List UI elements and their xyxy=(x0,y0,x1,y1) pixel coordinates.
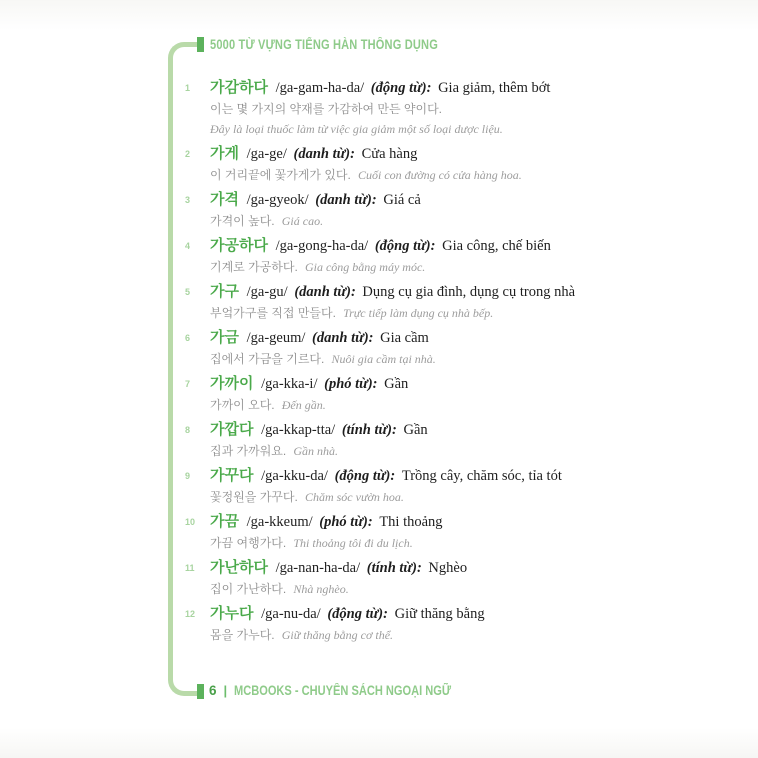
vocabulary-entry xyxy=(185,143,597,185)
entry-body xyxy=(210,557,597,599)
korean-headword: 가난하다 xyxy=(210,559,268,576)
korean-headword: 가공하다 xyxy=(210,237,268,254)
entry-body xyxy=(210,281,597,323)
footer-separator: | xyxy=(223,683,228,698)
romanization: /ga-gyeok/ xyxy=(246,192,309,208)
entry-example xyxy=(210,579,597,599)
entry-example xyxy=(210,625,597,645)
footer-accent-cap xyxy=(197,684,204,699)
part-of-speech: (tính từ): xyxy=(366,560,422,576)
entry-headline xyxy=(210,465,597,487)
entry-number: 11 xyxy=(185,563,195,573)
romanization: /ga-ge/ xyxy=(246,146,287,162)
vocabulary-entry xyxy=(185,189,597,231)
example-vietnamese: Trực tiếp làm dụng cụ nhà bếp. xyxy=(343,306,494,320)
example-korean: 집에서 가금을 기르다. xyxy=(210,352,325,366)
part-of-speech: (tính từ): xyxy=(341,422,397,438)
vocabulary-entry xyxy=(185,281,597,323)
vocabulary-entry xyxy=(185,327,597,369)
romanization: /ga-gu/ xyxy=(246,284,288,300)
entry-headline xyxy=(210,143,597,165)
example-korean: 기계로 가공하다. xyxy=(210,260,298,274)
entry-number: 6 xyxy=(185,333,191,343)
romanization: /ga-kkeum/ xyxy=(246,514,313,530)
romanization: /ga-geum/ xyxy=(246,330,306,346)
entry-example xyxy=(210,303,597,323)
entry-body xyxy=(210,235,597,277)
example-vietnamese: Giữ thăng bằng cơ thể. xyxy=(281,628,394,642)
page-footer xyxy=(209,683,499,698)
page-header-title: 5000 TỪ VỰNG TIẾNG HÀN THÔNG DỤNG xyxy=(210,37,438,52)
entry-headline xyxy=(210,603,597,625)
example-korean: 집이 가난하다. xyxy=(210,582,287,596)
entry-headline xyxy=(210,511,597,533)
example-korean: 이는 몇 가지의 약재를 가감하여 만든 약이다. xyxy=(210,102,442,116)
part-of-speech: (phó từ): xyxy=(324,376,378,392)
vocabulary-entry xyxy=(185,511,597,553)
example-korean: 가격이 높다. xyxy=(210,214,275,228)
example-korean: 몸을 가누다. xyxy=(210,628,275,642)
part-of-speech: (động từ): xyxy=(374,238,436,254)
entry-number: 3 xyxy=(185,195,191,205)
example-vietnamese: Gần nhà. xyxy=(293,444,339,458)
entry-number: 1 xyxy=(185,83,191,93)
entry-number: 9 xyxy=(185,471,191,481)
part-of-speech: (động từ): xyxy=(327,606,388,622)
romanization: /ga-kku-da/ xyxy=(261,468,328,484)
korean-headword: 가깝다 xyxy=(210,421,254,438)
vietnamese-meaning: Gia giảm, thêm bớt xyxy=(438,80,551,96)
example-vietnamese: Nhà nghèo. xyxy=(293,582,349,596)
vocabulary-list xyxy=(185,77,597,649)
vocabulary-entry xyxy=(185,373,597,415)
korean-headword: 가까이 xyxy=(210,375,254,392)
vietnamese-meaning: Trồng cây, chăm sóc, tỉa tót xyxy=(401,468,562,484)
vietnamese-meaning: Nghèo xyxy=(428,560,468,576)
page-number: 6 xyxy=(209,683,217,698)
example-korean: 가끔 여행가다. xyxy=(210,536,287,550)
vocabulary-entry xyxy=(185,557,597,599)
vocabulary-entry xyxy=(185,603,597,645)
example-vietnamese: Gia công bằng máy móc. xyxy=(304,260,426,274)
vietnamese-meaning: Gần xyxy=(403,422,428,438)
part-of-speech: (phó từ): xyxy=(319,514,373,530)
example-korean: 이 거리끝에 꽃가게가 있다. xyxy=(210,168,351,182)
entry-headline xyxy=(210,77,597,99)
entry-body xyxy=(210,511,597,553)
entry-example xyxy=(210,533,597,553)
vietnamese-meaning: Gia công, chế biến xyxy=(442,238,551,254)
vocabulary-entry xyxy=(185,419,597,461)
example-vietnamese: Chăm sóc vườn hoa. xyxy=(304,490,404,504)
publisher-text: MCBOOKS - CHUYÊN SÁCH NGOẠI NGỮ xyxy=(234,683,452,698)
korean-headword: 가누다 xyxy=(210,605,254,622)
vocabulary-entry xyxy=(185,465,597,507)
romanization: /ga-kkap-tta/ xyxy=(261,422,336,438)
romanization: /ga-gam-ha-da/ xyxy=(275,80,365,96)
example-vietnamese: Đến gần. xyxy=(281,398,326,412)
romanization: /ga-gong-ha-da/ xyxy=(275,238,369,254)
entry-body xyxy=(210,143,597,185)
vietnamese-meaning: Giá cả xyxy=(383,192,421,208)
korean-headword: 가끔 xyxy=(210,513,239,530)
entry-number: 10 xyxy=(185,517,196,527)
entry-number: 4 xyxy=(185,241,191,251)
korean-headword: 가꾸다 xyxy=(210,467,254,484)
vocabulary-entry xyxy=(185,77,597,139)
entry-number: 2 xyxy=(185,149,191,159)
entry-example xyxy=(210,211,597,231)
entry-example xyxy=(210,395,597,415)
entry-headline xyxy=(210,327,597,349)
example-vietnamese: Cuối con đường có cửa hàng hoa. xyxy=(357,168,522,182)
entry-number: 7 xyxy=(185,379,191,389)
romanization: /ga-kka-i/ xyxy=(261,376,318,392)
vietnamese-meaning: Gia cầm xyxy=(380,330,429,346)
entry-body xyxy=(210,465,597,507)
vietnamese-meaning: Dụng cụ gia đình, dụng cụ trong nhà xyxy=(362,284,576,300)
entry-example xyxy=(210,165,597,185)
part-of-speech: (động từ): xyxy=(370,80,432,96)
entry-body xyxy=(210,327,597,369)
korean-headword: 가게 xyxy=(210,145,239,162)
example-korean: 부엌가구를 직접 만들다. xyxy=(210,306,336,320)
part-of-speech: (danh từ): xyxy=(293,146,355,162)
entry-example xyxy=(210,257,597,277)
header-accent-cap xyxy=(197,37,204,52)
entry-example xyxy=(210,349,597,369)
part-of-speech: (danh từ): xyxy=(312,330,374,346)
entry-headline xyxy=(210,235,597,257)
vietnamese-meaning: Gần xyxy=(384,376,409,392)
vietnamese-meaning: Cửa hàng xyxy=(361,146,418,162)
entry-example xyxy=(210,487,597,507)
entry-headline xyxy=(210,281,597,303)
entry-body xyxy=(210,77,597,139)
entry-headline xyxy=(210,189,597,211)
example-vietnamese: Nuôi gia cầm tại nhà. xyxy=(331,352,436,366)
entry-number: 12 xyxy=(185,609,196,619)
example-korean: 가까이 오다. xyxy=(210,398,275,412)
example-korean: 집과 가까워요. xyxy=(210,444,287,458)
vietnamese-meaning: Giữ thăng bằng xyxy=(394,606,485,622)
entry-headline xyxy=(210,557,597,579)
romanization: /ga-nan-ha-da/ xyxy=(275,560,361,576)
entry-headline xyxy=(210,373,597,395)
entry-body xyxy=(210,373,597,415)
korean-headword: 가금 xyxy=(210,329,239,346)
part-of-speech: (động từ): xyxy=(334,468,396,484)
vocabulary-entry xyxy=(185,235,597,277)
romanization: /ga-nu-da/ xyxy=(261,606,321,622)
entry-body xyxy=(210,419,597,461)
entry-example xyxy=(210,441,597,461)
entry-body xyxy=(210,603,597,645)
entry-body xyxy=(210,189,597,231)
entry-number: 8 xyxy=(185,425,191,435)
example-vietnamese: Thi thoảng tôi đi du lịch. xyxy=(293,536,413,550)
part-of-speech: (danh từ): xyxy=(294,284,356,300)
example-vietnamese: Giá cao. xyxy=(281,214,324,228)
vietnamese-meaning: Thi thoảng xyxy=(379,514,443,530)
korean-headword: 가격 xyxy=(210,191,239,208)
part-of-speech: (danh từ): xyxy=(315,192,377,208)
example-vietnamese: Đây là loại thuốc làm từ việc gia giảm một số loại dược liệu. xyxy=(210,122,503,136)
example-korean: 꽃정원을 가꾸다. xyxy=(210,490,298,504)
korean-headword: 가구 xyxy=(210,283,239,300)
entry-example xyxy=(210,99,597,139)
korean-headword: 가감하다 xyxy=(210,79,268,96)
entry-headline xyxy=(210,419,597,441)
entry-number: 5 xyxy=(185,287,191,297)
